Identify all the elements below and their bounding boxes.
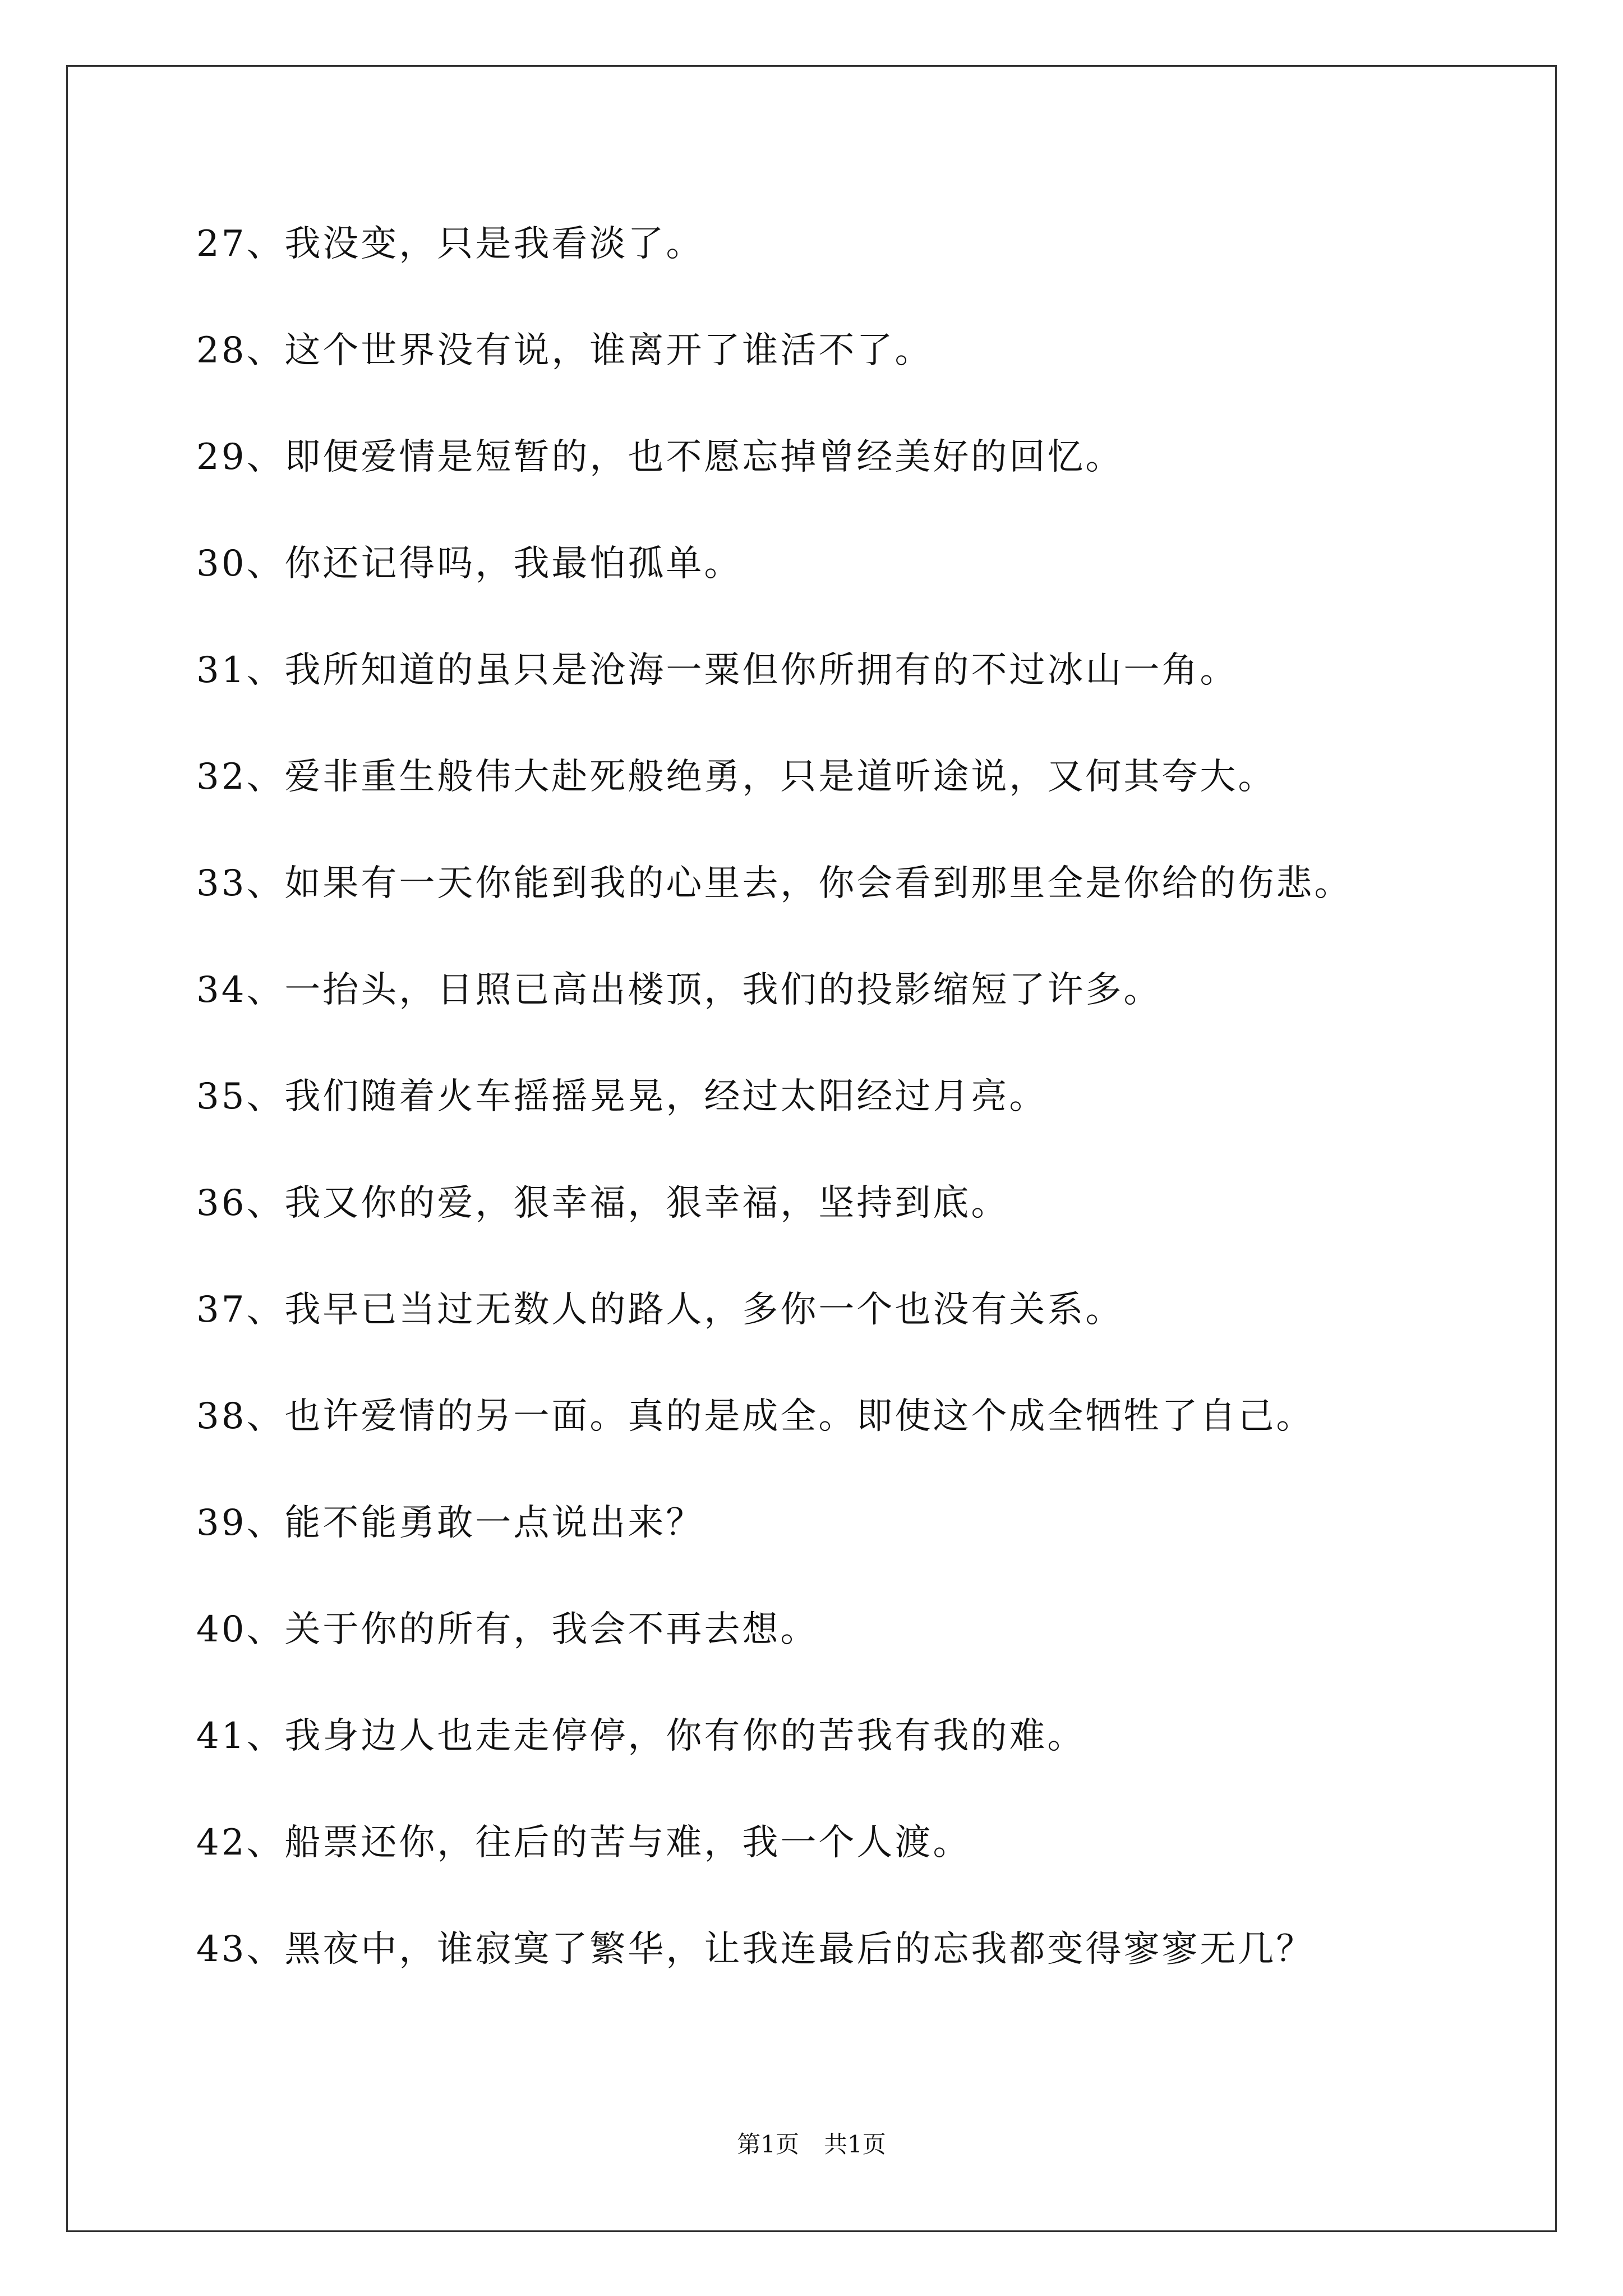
quote-line: 39、能不能勇敢一点说出来？ (196, 1502, 704, 1544)
quote-line: 43、黑夜中，谁寂寞了繁华，让我连最后的忘我都变得寥寥无几？ (196, 1929, 1315, 1970)
quote-line: 34、一抬头，日照已高出楼顶，我们的投影缩短了许多。 (196, 969, 1162, 1011)
quote-line: 29、即便爱情是短暂的，也不愿忘掉曾经美好的回忆。 (196, 436, 1124, 478)
quote-list (196, 222, 1352, 2033)
quote-line: 36、我又你的爱，狠幸福，狠幸福，坚持到底。 (196, 1182, 1009, 1224)
quote-line: 41、我身边人也走走停停，你有你的苦我有我的难。 (196, 1715, 1086, 1757)
page-footer (0, 2131, 1623, 2159)
quote-line: 35、我们随着火车摇摇晃晃，经过太阳经过月亮。 (196, 1076, 1048, 1117)
quote-line: 33、如果有一天你能到我的心里去，你会看到那里全是你给的伤悲。 (196, 863, 1353, 904)
quote-line: 32、爱非重生般伟大赴死般绝勇，只是道听途说，又何其夸大。 (196, 756, 1276, 798)
quote-line: 30、你还记得吗，我最怕孤单。 (196, 543, 743, 585)
quote-line: 31、我所知道的虽只是沧海一粟但你所拥有的不过冰山一角。 (196, 650, 1238, 691)
quote-line: 42、船票还你，往后的苦与难，我一个人渡。 (196, 1822, 971, 1864)
quote-line: 27、我没变，只是我看淡了。 (196, 223, 704, 265)
quote-line: 37、我早已当过无数人的路人，多你一个也没有关系。 (196, 1289, 1124, 1331)
quote-line: 38、也许爱情的另一面。真的是成全。即使这个成全牺牲了自己。 (196, 1396, 1315, 1437)
quote-line: 40、关于你的所有，我会不再去想。 (196, 1609, 819, 1650)
quote-line: 28、这个世界没有说，谁离开了谁活不了。 (196, 330, 933, 371)
page-number-total: 共1页 (824, 2131, 886, 2158)
page-number-current: 第1页 (737, 2131, 799, 2158)
